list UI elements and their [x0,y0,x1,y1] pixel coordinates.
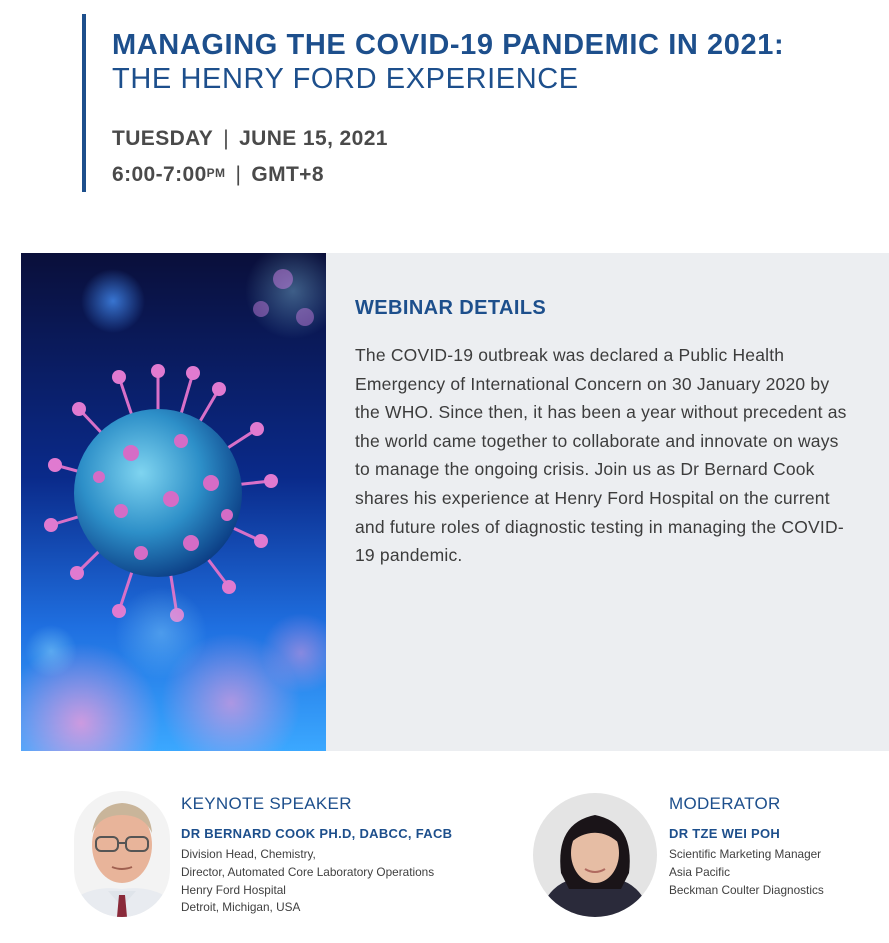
moderator-info-line: Scientific Marketing Manager [669,847,822,861]
keynote-info [181,846,434,917]
event-title-line1: MANAGING THE COVID-19 PANDEMIC IN 2021: [112,29,785,61]
moderator-role: MODERATOR [669,794,781,813]
moderator-info [669,846,824,899]
event-date [112,126,882,152]
separator: | [235,163,242,186]
event-header [82,14,882,192]
moderator-name: DR TZE WEI POH [669,826,781,841]
event-title-line2: THE HENRY FORD EXPERIENCE [112,63,579,95]
keynote-speaker-avatar [74,791,170,917]
event-time-suffix: PM [206,166,226,180]
virus-image [21,253,326,751]
moderator-avatar [533,793,657,917]
keynote-info-line: Henry Ford Hospital [181,882,286,897]
separator: | [223,127,230,150]
keynote-info-line: Division Head, Chemistry, [181,847,316,861]
event-day: TUESDAY [112,127,214,150]
moderator-info-line: Asia Pacific [669,864,730,879]
webinar-details-panel [326,253,889,751]
keynote-name: DR BERNARD COOK PH.D, DABCC, FACB [181,826,453,841]
keynote-info-line: Director, Automated Core Laboratory Operations [181,864,435,879]
keynote-role: KEYNOTE SPEAKER [181,794,352,813]
coronavirus-illustration [21,253,326,751]
event-time-value: 6:00-7:00 [112,163,207,186]
event-time [112,162,882,188]
moderator-info-line: Beckman Coulter Diagnostics [669,882,824,897]
event-timezone: GMT+8 [251,163,324,186]
webinar-details-text: The COVID-19 outbreak was declared a Public Health Emergency of International Concern on 30 January 2020 by the WHO. Since then, it has been a year without precedent as the world came together to collaborate and innovate on ways to manage the ongoing crisis. Join us as Dr Bernard Cook shares his experience at Henry Ford Hospital on the current and future roles of diagnostic testing in managing the COVID-19 pandemic. [355,345,847,566]
webinar-details-heading: WEBINAR DETAILS [355,297,547,319]
event-date-value: JUNE 15, 2021 [239,127,388,150]
keynote-info-line: Detroit, Michigan, USA [181,900,301,915]
